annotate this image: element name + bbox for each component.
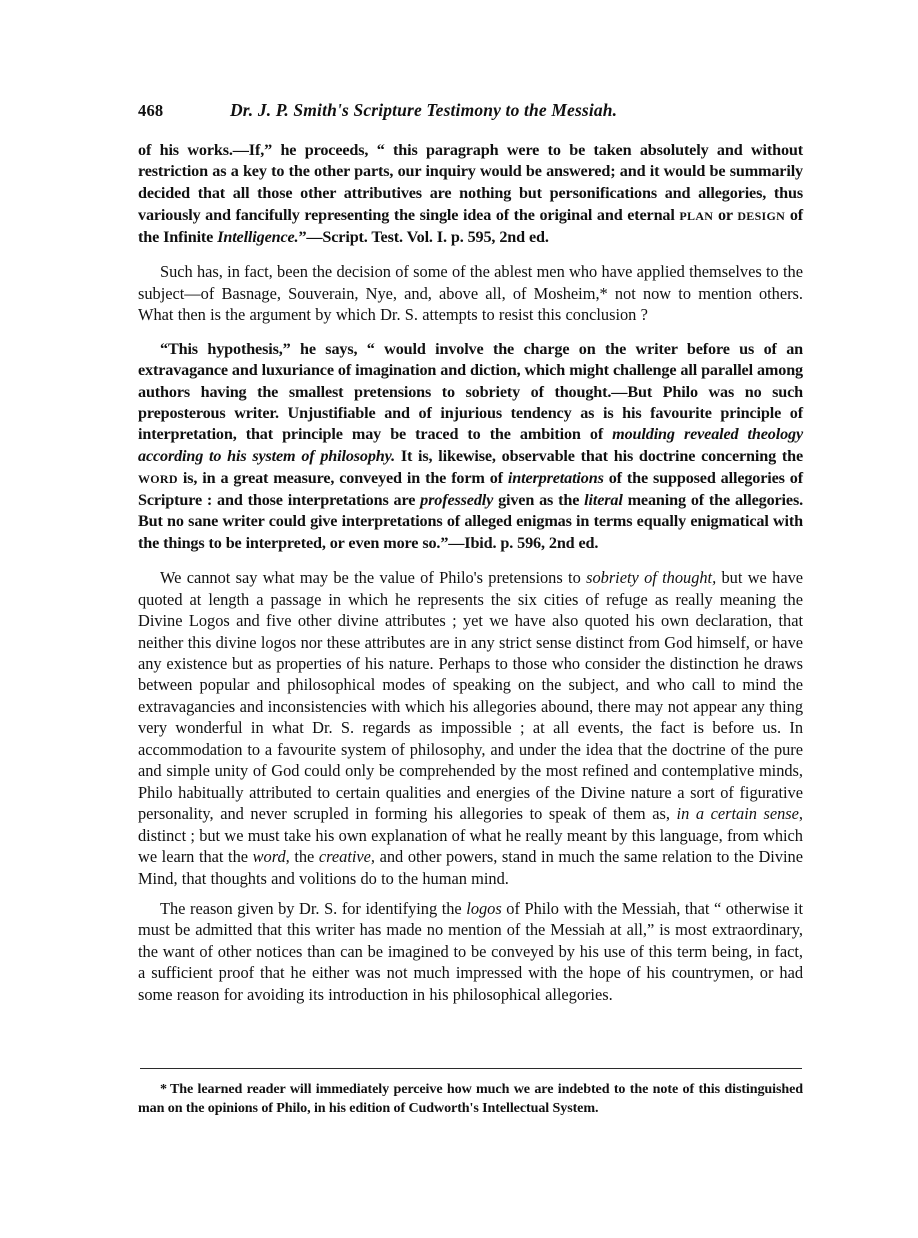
text-run: of his works.—If,” he proceeds, “ this paragraph were to be taken absolutely and without restriction as a key to the other parts, our inquiry would be answered; and it would be summarily decided that all those other attributives are nothing but personifications and allegories, thus variously and fancifully representing the single idea of the original and eternal (138, 141, 803, 225)
footnote-marker: * (160, 1081, 167, 1097)
text-run: of the supposed allegories of Scripture : and those interpretations are (138, 469, 803, 509)
paragraph-quote-works (138, 140, 803, 248)
text-run: the (289, 847, 319, 867)
italic-run: creative, (318, 847, 376, 867)
paragraph-gap (138, 554, 803, 567)
text-run: The reason given by Dr. S. for identifying the (160, 898, 467, 918)
italic-run: sobriety of thought, (586, 568, 717, 588)
italic-run: word, (252, 847, 290, 867)
footnote-body: The learned reader will immediately perceive how much we are indebted to the note of this distinguished man on the opinions of Philo, in his edition of Cudworth's Intellectual System. (138, 1081, 803, 1116)
text-run: and other powers, stand in much the same relation to the Divine Mind, that thoughts and volitions do to the human mind. (138, 847, 803, 888)
italic-run: literal (584, 490, 623, 509)
paragraph-gap (138, 326, 803, 339)
paragraph-gap (138, 889, 803, 898)
body-text-column (138, 140, 803, 1005)
text-run: ”—Script. Test. Vol. I. p. 595, 2nd ed. (298, 227, 549, 246)
text-run: It is, likewise, observable that his doctrine concerning the (395, 446, 803, 465)
small-caps-run: design (737, 205, 786, 225)
small-caps-run: word (138, 468, 178, 488)
footnote-text (138, 1080, 803, 1117)
italic-run: moulding revealed theology according to his system of philosophy. (138, 425, 804, 465)
text-run: , distinct ; but we must take his own explanation of what he really meant by this language, from which we learn that the (138, 804, 803, 867)
italic-run: Intelligence. (217, 227, 299, 246)
italic-run: in a certain sense (676, 804, 799, 824)
text-run: meaning of the allegories. But no sane writer could give interpretations of alleged enigmas in terms equally enigmatical with the things to be interpreted, or even more so.”—Ibid. p. 596, 2nd ed. (138, 490, 803, 552)
text-run: or (713, 206, 738, 225)
paragraph-narrative-the-reason-given (138, 898, 803, 1005)
italic-run: interpretations (507, 469, 604, 488)
running-head (138, 100, 803, 126)
paragraph-quote-hypothesis (138, 339, 803, 555)
text-run: given as the (493, 490, 585, 509)
text-run: We cannot say what may be the value of Philo's pretensions to (160, 568, 587, 588)
text-run: “This hypothesis,” he says, “ would involve the charge on the writer before us of an extravagance and luxuriance of imagination and diction, which might challenge all parallel among authors having the smallest pretensions to sobriety of thought.—But Philo was no such preposterous writer. Unjustifiable and of injurious tendency as is his favourite principle of interpretation, that principle may be traced to the ambition of (138, 339, 803, 444)
paragraph-narrative-such-has (138, 261, 803, 325)
italic-run: professedly (420, 490, 494, 509)
footnote-block (138, 1080, 803, 1117)
running-title: Dr. J. P. Smith's Scripture Testimony to the Messiah. (230, 100, 618, 120)
page-number: 468 (138, 101, 164, 120)
paragraph-narrative-we-cannot-say (138, 567, 803, 889)
footnote-separator-rule (140, 1068, 802, 1069)
italic-run: logos (466, 898, 502, 918)
text-run: Such has, in fact, been the decision of some of the ablest men who have applied themselves to the subject—of Basnage, Souverain, Nye, and, above all, of Mosheim,* not now to mention others. What then is the argument by which Dr. S. attempts to resist this conclusion ? (138, 262, 803, 325)
text-run: of the Infinite (138, 206, 803, 246)
text-run: of Philo with the Messiah, that “ otherwise it must be admitted that this writer has made no mention of the Messiah at all,” is most extraordinary, the want of other notices than can be imagined to be conveyed by his use of this term being, in fact, a sufficient proof that he either was not much impressed with the hope of his countrymen, or had some reason for avoiding its introduction in his philosophical allegories. (138, 898, 803, 1004)
text-run: but we have quoted at length a passage in which he represents the six cities of refuge as really meaning the Divine Logos and five other divine attributes ; yet we have also quoted his own declaration, that neither this divine logos nor these attributes are in any strict sense distinct from God himself, or have any existence but as properties of his nature. Perhaps to those who consider the distinction he draws between popular and philosophical modes of speaking on the subject, and who call to mind the extravagancies and inconsistencies with which his allegories abound, there may not appear any thing very wonderful in what Dr. S. regards as impossible ; at all events, the fact is before us. In accommodation to a favourite system of philosophy, and under the idea that the doctrine of the pure and simple unity of God could only be comprehended by the most refined and contemplative minds, Philo habitually attributed to certain qualities and energies of the Divine nature a sort of figurative personality, and never scrupled in forming his allegories to speak of them as, (138, 568, 804, 824)
text-run: is, in a great measure, conveyed in the form of (177, 469, 508, 488)
paragraph-gap (138, 248, 803, 261)
small-caps-run: plan (679, 205, 714, 225)
